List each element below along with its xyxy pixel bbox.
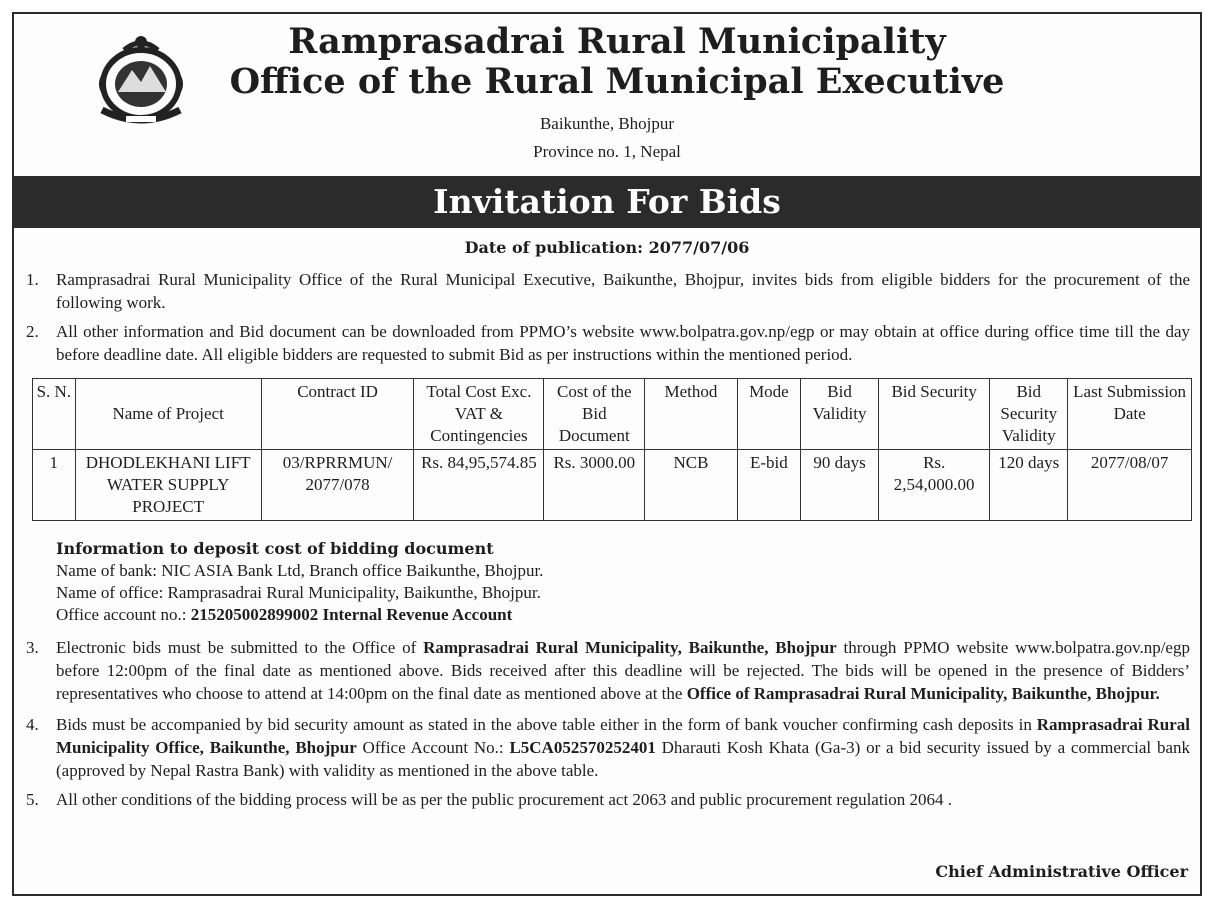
cell-security: Rs. 2,54,000.00 [879,450,990,521]
paragraph-text: All other information and Bid document can be downloaded from PPMO’s website www.bolpatra.gov.np/egp or may obtain at office during office time till the day before deadline date. All eligible bidders are requested to submit Bid as per instructions within the mentioned period. [56,322,1190,364]
paragraph-text: Ramprasadrai Rural Municipality Office of the Rural Municipal Executive, Baikunthe, Bhojpur, invites bids from eligible bidders for the procurement of the following work. [56,270,1190,312]
table-row [33,450,1192,521]
p3-part-a: Electronic bids must be submitted to the Office of [56,638,424,657]
account-value: 215205002899002 Internal Revenue Account [190,605,513,624]
bank-name: Name of bank: NIC ASIA Bank Ltd, Branch office Baikunthe, Bhojpur. [56,561,544,580]
cell-validity: 90 days [801,450,879,521]
p4-part-b: Ramprasadrai Rural Municipality Office, Baikunthe, Bhojpur [56,715,1190,757]
office-name: Name of office: Ramprasadrai Rural Municipality, Baikunthe, Bhojpur. [56,583,541,602]
p4-part-a: Bids must be accompanied by bid security amount as stated in the above table either in the form of bank voucher confirming cash deposits in [56,715,1037,734]
signature: Chief Administrative Officer [935,862,1188,881]
header-name: Name of Project [75,379,261,450]
deposit-title: Information to deposit cost of bidding document [56,539,494,558]
header-sn: S. N. [33,379,76,450]
cell-name: DHODLEKHANI LIFT WATER SUPPLY PROJECT [75,450,261,521]
paragraph-5 [24,788,1190,811]
cell-contract: 03/RPRRMUN/ 2077/078 [261,450,414,521]
table-header-row [33,379,1192,450]
p4-part-d: L5CA052570252401 [509,738,656,757]
address-line-2: Province no. 1, Nepal [533,142,681,161]
paragraph-3 [24,636,1190,705]
paragraph-text [56,713,1190,782]
cell-doc: Rs. 3000.00 [544,450,645,521]
header-doc: Cost of the Bid Document [544,379,645,450]
header-mode: Mode [737,379,800,450]
publication-date: Date of publication: 2077/07/06 [464,238,750,257]
header-method: Method [645,379,738,450]
paragraph-number: 1. [26,270,39,289]
paragraphs-bottom [24,636,1190,811]
paragraph-number: 4. [26,715,39,734]
header-security-validity: Bid Security Validity [990,379,1068,450]
cell-mode: E-bid [737,450,800,521]
municipality-title: Ramprasadrai Rural Municipality [288,21,946,62]
cell-sn: 1 [33,450,76,521]
header-last-date: Last Submission Date [1068,379,1192,450]
paragraphs-top [24,268,1190,366]
notice-frame [12,12,1202,896]
p3-part-c: through PPMO website www.bolpatra.gov.np/egp before 12:00pm of the final date as mentioned above. Bids received after this deadline will be rejected. The bids will be opened in the presence of Bidders’ representatives who choose to attend at 14:00pm on the final date as mentioned above at the [56,638,1190,703]
cell-method: NCB [645,450,738,521]
paragraph-number: 2. [26,322,39,341]
p4-part-e: Dharauti Kosh Khata (Ga-3) or a bid security issued by a commercial bank (approved by Nepal Rastra Bank) with validity as mentioned in the above table. [56,738,1190,780]
p3-part-b: Ramprasadrai Rural Municipality, Baikunthe, Bhojpur [423,638,837,657]
address-line-1: Baikunthe, Bhojpur [539,114,675,133]
paragraph-1 [24,268,1190,314]
header-total: Total Cost Exc. VAT & Contingencies [414,379,544,450]
p3-part-d: Office of Ramprasadrai Rural Municipality, Baikunthe, Bhojpur. [686,684,1160,703]
deposit-info [56,538,543,626]
paragraph-2 [24,320,1190,366]
bids-table [32,378,1192,521]
header-security: Bid Security [879,379,990,450]
paragraph-number: 3. [26,638,39,657]
cell-total: Rs. 84,95,574.85 [414,450,544,521]
paragraph-text: All other conditions of the bidding process will be as per the public procurement act 2063 and public procurement regulation 2064 . [56,790,953,809]
header-validity: Bid Validity [801,379,879,450]
paragraph-text [56,636,1190,705]
invitation-banner: Invitation For Bids [14,176,1200,228]
paragraph-number: 5. [26,790,39,809]
cell-security-validity: 120 days [990,450,1068,521]
header [14,14,1200,174]
header-contract: Contract ID [261,379,414,450]
cell-last-date: 2077/08/07 [1068,450,1192,521]
paragraph-4 [24,713,1190,782]
p4-part-c: Office Account No.: [356,738,510,757]
account-label: Office account no.: [56,605,191,624]
office-account [56,604,543,626]
office-title: Office of the Rural Municipal Executive [229,61,1005,102]
